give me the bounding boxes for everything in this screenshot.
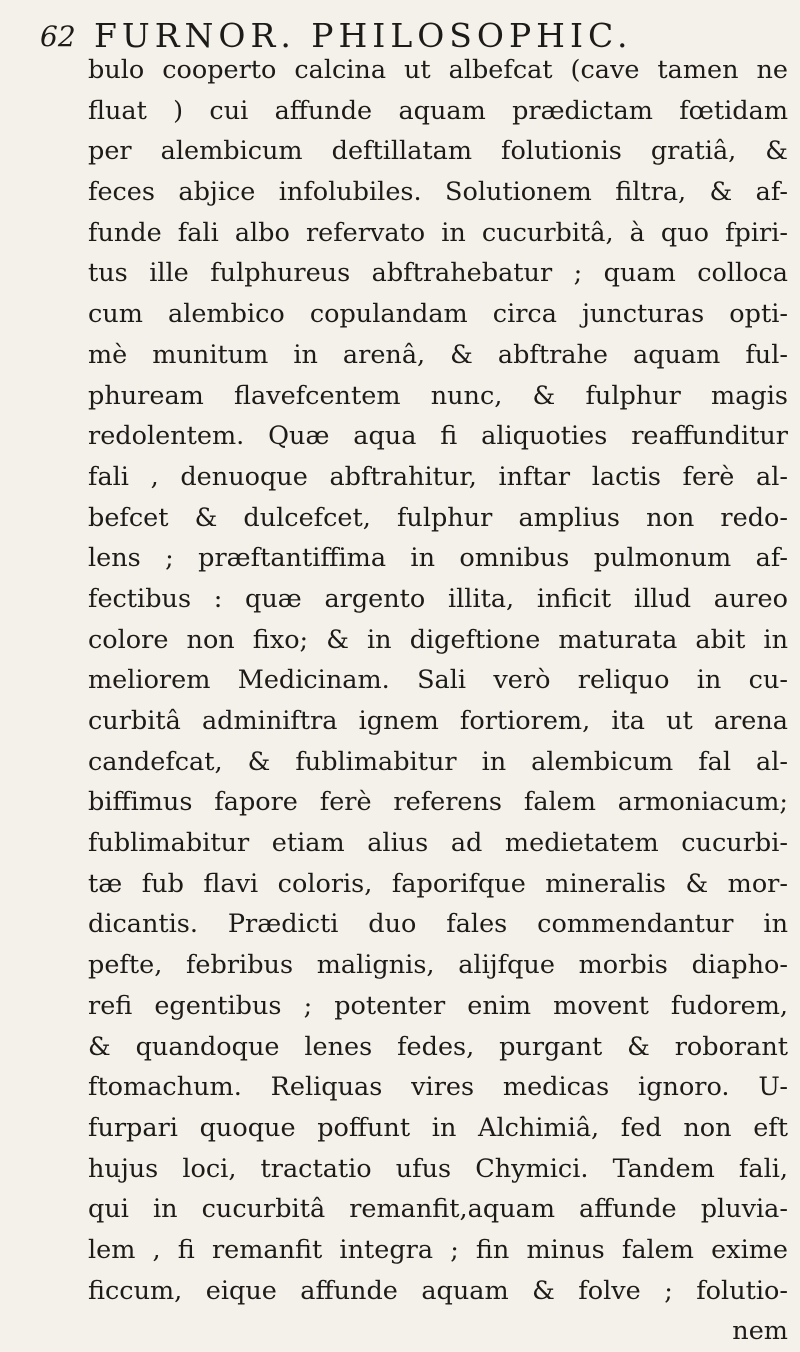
text-line: bulo cooperto calcina ut albefcat (cave tamen ne (88, 55, 788, 85)
text-line: redolentem. Quæ aqua fi aliquoties reaffunditur (88, 421, 788, 452)
running-title: FURNOR. PHILOSOPHIC. (94, 16, 633, 55)
text-line: lem , fi remanfit integra ; fin minus falem exime (88, 1234, 788, 1265)
catchword: nem (732, 1316, 788, 1347)
text-line: per alembicum deftillatam folutionis gratiâ, & (88, 136, 788, 167)
text-line: candefcat, & fublimabitur in alembicum fal al- (88, 746, 788, 777)
text-line: feces abjice infolubiles. Solutionem filtra, & af- (88, 177, 788, 208)
text-line: tæ fub flavi coloris, faporifque mineralis & mor- (88, 868, 788, 899)
text-line: funde fali albo refervato in cucurbitâ, à quo fpiri- (88, 217, 788, 248)
text-line: fali , denuoque abftrahitur, inftar lactis ferè al- (88, 461, 788, 492)
text-line: tus ille fulphureus abftrahebatur ; quam colloca (88, 258, 788, 289)
text-line: ficcum, eique affunde aquam & folve ; folutio- (88, 1275, 788, 1306)
body-text (88, 50, 788, 1352)
text-line: ftomachum. Reliquas vires medicas ignoro. U- (88, 1072, 788, 1103)
text-line: refi egentibus ; potenter enim movent fudorem, (88, 990, 788, 1021)
page-number: 62 (40, 20, 76, 53)
text-line: pefte, febribus malignis, alijfque morbis diapho- (88, 950, 788, 981)
text-line: fublimabitur etiam alius ad medietatem cucurbi- (88, 828, 788, 859)
text-line: fluat ) cui affunde aquam prædictam fœtidam (88, 95, 788, 126)
text-line: meliorem Medicinam. Sali verò reliquo in cu- (88, 665, 788, 696)
text-line: dicantis. Prædicti duo fales commendantur in (88, 909, 788, 940)
text-line: hujus loci, tractatio ufus Chymici. Tandem fali, (88, 1153, 788, 1184)
text-line: curbitâ adminiftra ignem fortiorem, ita ut arena (88, 706, 788, 736)
text-line: phuream flavefcentem nunc, & fulphur magis (88, 380, 788, 411)
text-line: befcet & dulcefcet, fulphur amplius non redo- (88, 502, 788, 533)
text-line: biffimus fapore ferè referens falem armoniacum; (88, 787, 788, 818)
text-line: colore non fixo; & in digeftione maturata abit in (88, 624, 788, 655)
text-line: qui in cucurbitâ remanfit,aquam affunde pluvia- (88, 1194, 788, 1225)
text-line: cum alembico copulandam circa juncturas opti- (88, 299, 788, 330)
text-line: mè munitum in arenâ, & abftrahe aquam ful- (88, 339, 788, 370)
text-line: & quandoque lenes fedes, purgant & roborant (88, 1031, 788, 1062)
text-line: lens ; præftantiffima in omnibus pulmonum af- (88, 543, 788, 574)
text-line: fectibus : quæ argento illita, inficit illud aureo (88, 583, 788, 614)
text-line: furpari quoque poffunt in Alchimiâ, fed non eft (88, 1112, 788, 1143)
